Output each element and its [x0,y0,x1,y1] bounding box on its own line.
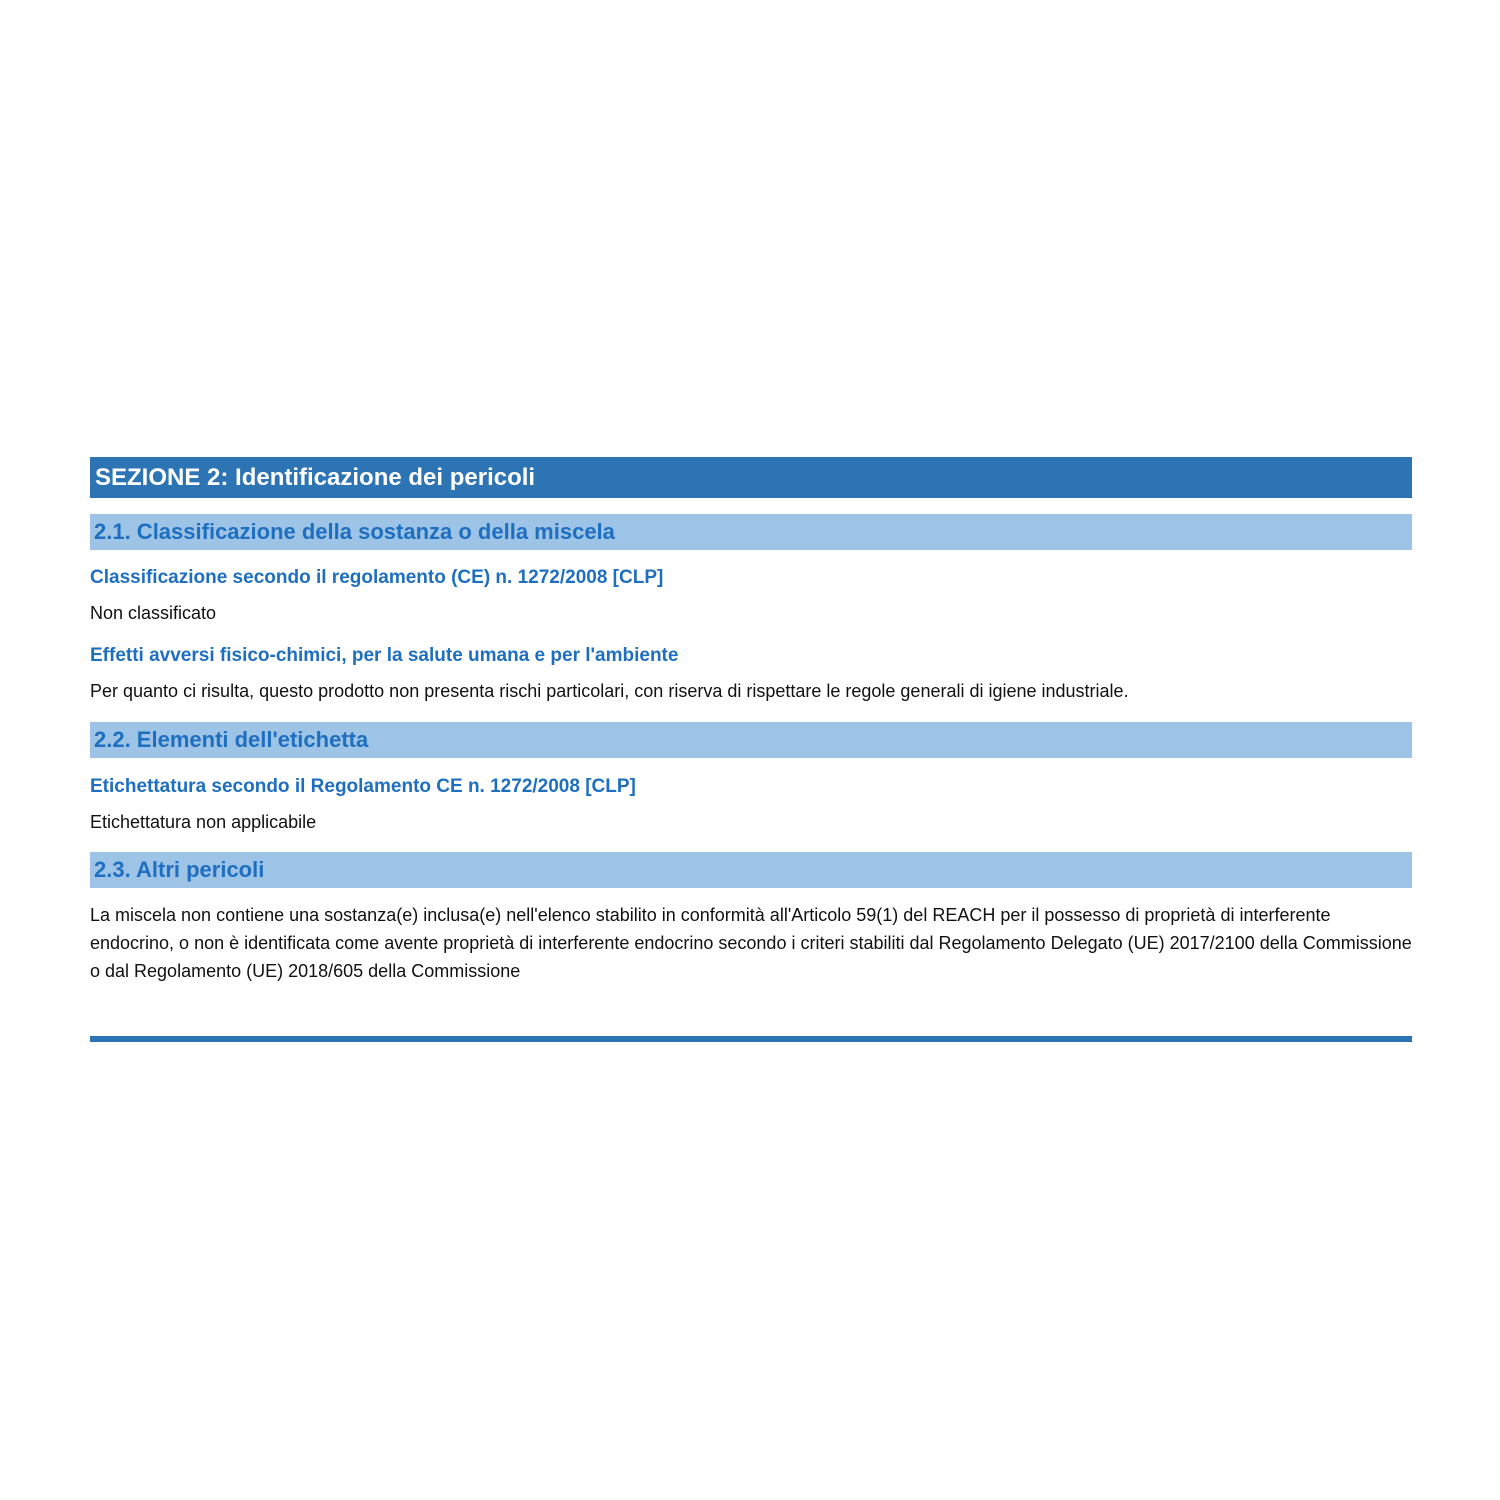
section-title: SEZIONE 2: Identificazione dei pericoli [90,457,1412,498]
section-bottom-divider [90,1036,1412,1042]
subsection-2-3-title: 2.3. Altri pericoli [90,852,1412,888]
classification-value: Non classificato [90,603,217,623]
sds-section-2 [90,457,1412,985]
subsection-2-2-title: 2.2. Elementi dell'etichetta [90,722,1412,758]
labelling-value: Etichettatura non applicabile [90,812,317,832]
effects-heading: Effetti avversi fisico-chimici, per la salute umana e per l'ambiente [90,645,679,666]
other-hazards-text: La miscela non contiene una sostanza(e) inclusa(e) nell'elenco stabilito in conformità all'Articolo 59(1) del REACH per il possesso di proprietà di interferente endocrino, o non è identificata come avente proprietà di interferente endocrino secondo i criteri stabiliti dal Regolamento Delegato (UE) 2017/2100 della Commissione o dal Regolamento (UE) 2018/605 della Commissione [90,905,1412,981]
effects-value: Per quanto ci risulta, questo prodotto non presenta rischi particolari, con riserva di rispettare le regole generali di igiene industriale. [90,681,1129,701]
subsection-2-1-title: 2.1. Classificazione della sostanza o della miscela [90,514,1412,550]
classification-heading: Classificazione secondo il regolamento (CE) n. 1272/2008 [CLP] [90,567,664,588]
labelling-heading: Etichettatura secondo il Regolamento CE n. 1272/2008 [CLP] [90,776,636,797]
